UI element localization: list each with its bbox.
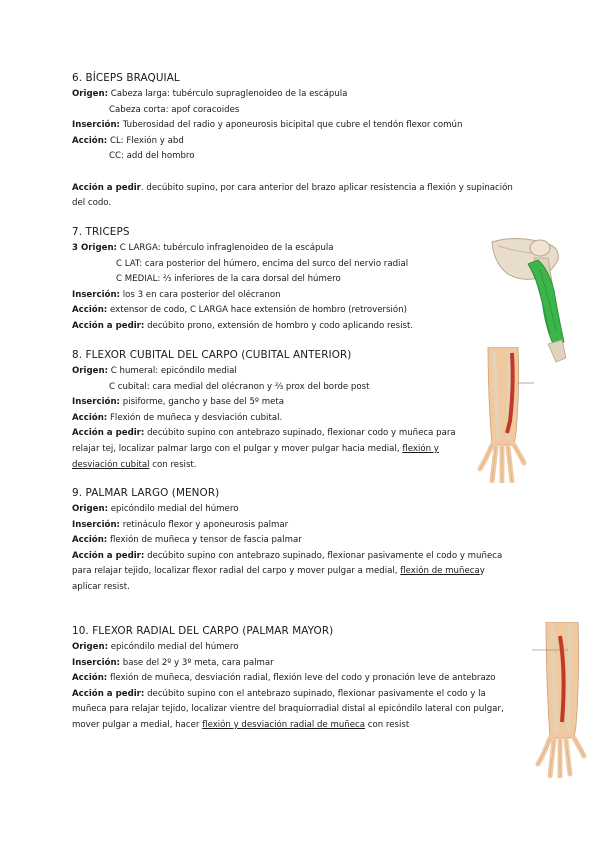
text: epicóndilo medial del húmero — [110, 642, 239, 652]
text: con resist — [367, 719, 410, 730]
label: Acción a pedir: — [72, 320, 145, 331]
insercion-line — [72, 118, 532, 134]
label: Origen: — [72, 366, 109, 376]
origen-line-3: C MEDIAL: ⅔ inferiores de la cara dorsal del húmero — [116, 274, 341, 285]
text: decúbito supino con antebrazo supinado, flexionar pasivamente el codo y muñeca — [147, 550, 503, 561]
accion-line — [72, 533, 532, 549]
text: decúbito supino con antebrazo supinado, flexionar codo y muñeca para — [147, 428, 456, 439]
section-flexor-radial — [72, 625, 532, 734]
label: Inserción: — [72, 519, 120, 530]
accion-line-2: CC: add del hombro — [109, 151, 195, 162]
pedir-line — [72, 549, 532, 565]
forearm-illustration-2 — [532, 622, 592, 778]
section-palmar-largo — [72, 487, 532, 596]
pedir-line-2: del codo. — [72, 198, 112, 209]
pedir-line-2 — [72, 442, 532, 458]
insercion-line — [72, 288, 532, 304]
text: retináculo flexor y aponeurosis palmar — [122, 519, 289, 530]
section-title: 7. TRICEPS — [72, 226, 130, 238]
forearm-illustration-1 — [476, 347, 534, 483]
label: Acción: — [72, 305, 108, 316]
label: Origen: — [72, 89, 109, 99]
text: pisiforme, gancho y base del 5º meta — [122, 397, 284, 408]
underlined-text: desviación cubital — [72, 459, 150, 470]
label: Acción: — [72, 673, 108, 684]
section-title: 6. BÍCEPS BRAQUIAL — [72, 72, 180, 84]
pedir-line-3 — [72, 458, 532, 474]
text: Tuberosidad del radio y aponeurosis bicipital que cubre el tendón flexor común — [122, 120, 463, 131]
text: . decúbito supino, por cara anterior del brazo aplicar resistencia a flexión y supinación — [140, 182, 513, 193]
accion-line — [72, 671, 532, 687]
text: CL: Flexión y abd — [109, 135, 184, 146]
label: Acción a pedir: — [72, 688, 145, 699]
section-flexor-cubital — [72, 349, 532, 473]
pedir-line-2: muñeca para relajar tejido, localizar vientre del braquiorradial distal al epicóndilo lateral con pulgar, — [72, 704, 504, 715]
text: relajar tej, localizar palmar largo con el pulgar y mover pulgar hacia medial, — [72, 443, 400, 454]
underlined-text: flexión y desviación radial de muñeca — [202, 719, 365, 730]
text: Flexión de muñeca y desviación cubital. — [109, 412, 283, 423]
label: Inserción: — [72, 289, 120, 300]
pedir-line-2 — [72, 564, 532, 580]
label: Inserción: — [72, 397, 120, 408]
text: para relajar tejido, localizar flexor radial del carpo y mover pulgar a medial, — [72, 566, 398, 577]
section-title: 8. FLEXOR CUBITAL DEL CARPO (CUBITAL ANTERIOR) — [72, 349, 352, 361]
text: decúbito prono, extensión de hombro y codo aplicando resist. — [147, 320, 414, 331]
text: C LARGA: tubérculo infraglenoideo de la escápula — [119, 243, 334, 253]
text: decúbito supino con el antebrazo supinado, flexionar pasivamente el codo y la — [147, 688, 486, 699]
origen-line — [72, 87, 532, 103]
section-title: 10. FLEXOR RADIAL DEL CARPO (PALMAR MAYOR) — [72, 625, 334, 637]
section-triceps — [72, 226, 532, 335]
triceps-illustration — [488, 234, 572, 364]
label: Inserción: — [72, 657, 120, 668]
origen-line-2: C LAT: cara posterior del húmero, encima del surco del nervio radial — [116, 258, 409, 269]
pedir-line-3: aplicar resist. — [72, 581, 130, 592]
accion-line — [72, 134, 532, 150]
label: Acción: — [72, 412, 108, 423]
accion-line — [72, 303, 532, 319]
origen-line-2: Cabeza corta: apof coracoides — [109, 104, 240, 115]
label: Origen: — [72, 504, 109, 514]
label: Acción: — [72, 535, 108, 546]
text: flexión de muñeca y tensor de fascia palmar — [109, 535, 302, 546]
label: Acción: — [72, 135, 108, 146]
text: C humeral: epicóndilo medial — [110, 366, 237, 376]
text: epicóndilo medial del húmero — [110, 504, 239, 514]
text: mover pulgar a medial, hacer — [72, 719, 200, 730]
label: Acción a pedir: — [72, 428, 145, 439]
text: con resist. — [152, 459, 197, 470]
pedir-line — [72, 426, 532, 442]
section-title: 9. PALMAR LARGO (MENOR) — [72, 487, 220, 499]
label: Origen: — [72, 642, 109, 652]
text: los 3 en cara posterior del olécranon — [122, 289, 281, 300]
section-biceps — [72, 72, 532, 212]
origen-line-2: C cubital: cara medial del olécranon y ⅔ prox del borde post — [109, 381, 370, 392]
text: base del 2º y 3º meta, cara palmar — [122, 657, 274, 668]
insercion-line — [72, 518, 532, 534]
text: Cabeza larga: tubérculo supraglenoideo de la escápula — [110, 89, 348, 99]
origen-line — [72, 364, 532, 380]
insercion-line — [72, 656, 532, 672]
insercion-line — [72, 395, 532, 411]
text: flexión de muñeca, desviación radial, flexión leve del codo y pronación leve de antebrazo — [109, 673, 496, 684]
pedir-line — [72, 319, 532, 335]
origen-line — [72, 502, 532, 518]
text: y — [479, 566, 485, 577]
text: extensor de codo, C LARGA hace extensión de hombro (retroversión) — [109, 305, 407, 316]
origen-line — [72, 640, 532, 656]
origen-line — [72, 241, 532, 257]
pedir-line — [72, 687, 532, 703]
accion-line — [72, 411, 532, 427]
label: 3 Origen: — [72, 243, 117, 253]
pedir-line-3 — [72, 718, 532, 734]
label: Acción a pedir — [72, 182, 141, 193]
underlined-text: flexión de muñeca — [400, 566, 480, 577]
pedir-line — [72, 181, 532, 197]
label: Inserción: — [72, 120, 120, 131]
label: Acción a pedir: — [72, 550, 145, 561]
underlined-text: flexión y — [402, 443, 439, 454]
